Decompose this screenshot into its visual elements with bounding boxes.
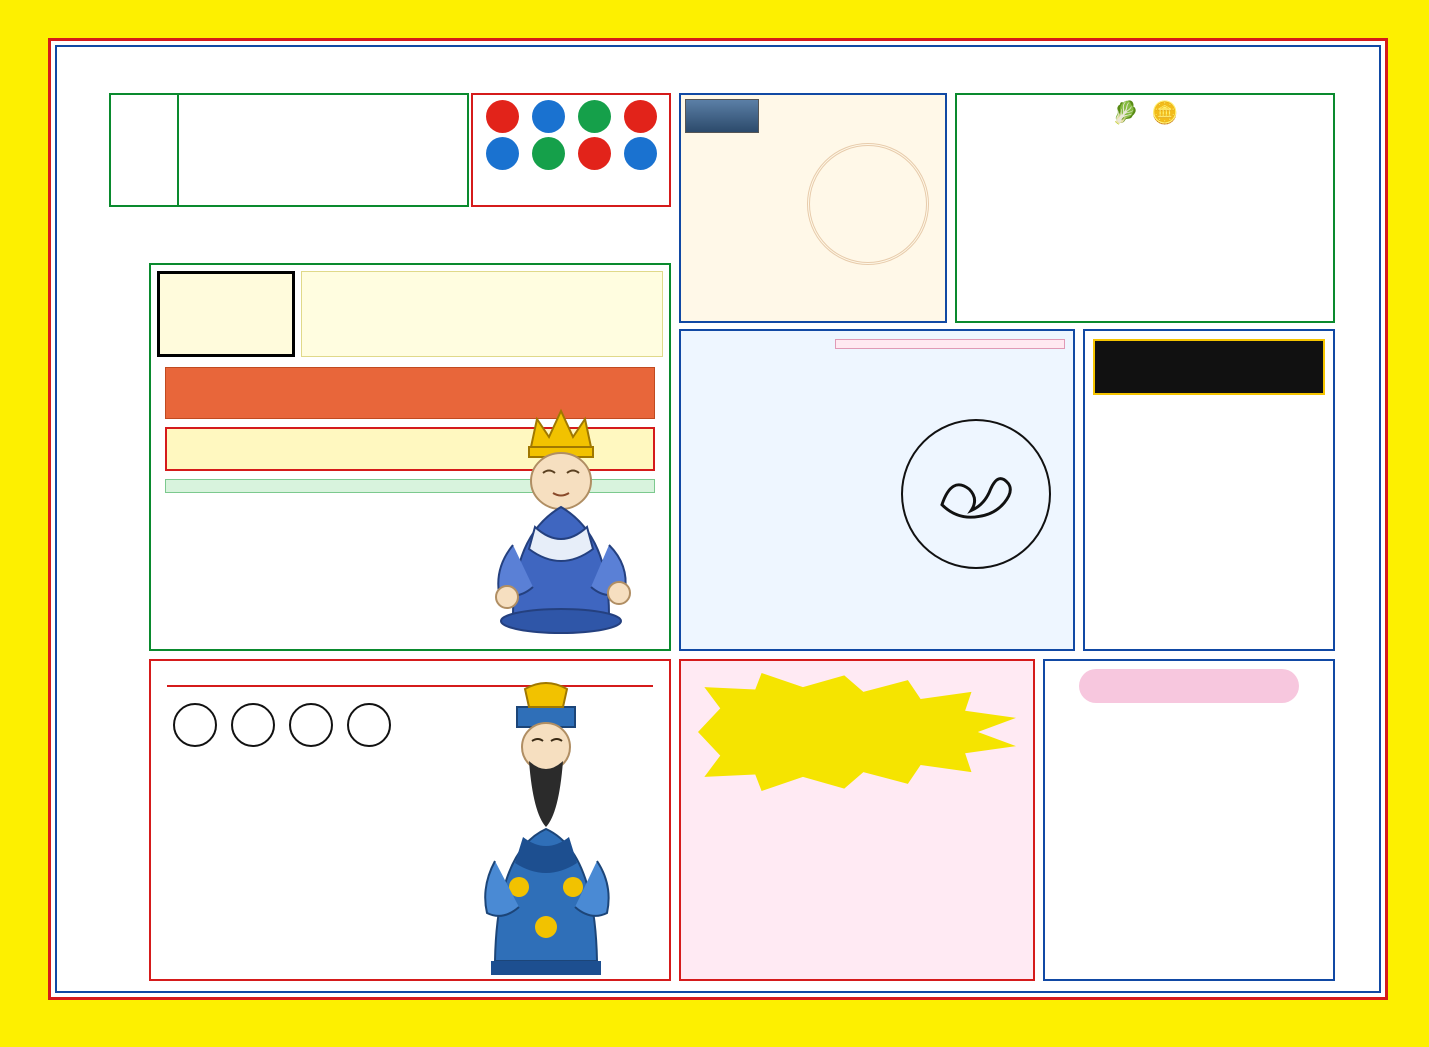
zodiac-panel-label — [111, 95, 179, 205]
marksix-ribbon-left — [59, 85, 93, 951]
xuanji-code-box — [835, 339, 1065, 349]
zodiac-poem-lines — [179, 95, 467, 205]
dream-ball — [347, 703, 391, 747]
zodiac-poem-panel — [109, 93, 469, 207]
lottery-ball — [486, 100, 519, 133]
lottery-ball — [578, 100, 611, 133]
toumi-footer — [681, 809, 1033, 825]
xuanji-poem — [691, 397, 906, 587]
god-of-wealth-illustration — [473, 385, 663, 645]
baoliao-row-1 — [479, 100, 663, 133]
story-subtitle — [1045, 703, 1333, 715]
lottery-ball — [532, 137, 565, 170]
lottery-ball — [578, 137, 611, 170]
dream-code-panel — [149, 659, 671, 981]
baoliao-row-2 — [479, 137, 663, 170]
baxian-panel — [955, 93, 1335, 323]
xuanji-panel — [679, 329, 1075, 651]
toucode-top — [151, 265, 669, 357]
toumi-title — [698, 673, 1016, 791]
lottery-ball — [624, 137, 657, 170]
story-panel — [1043, 659, 1335, 981]
immortal-illustration — [439, 661, 669, 979]
marksix-ribbon-right — [1343, 85, 1377, 951]
baoliao-panel — [471, 93, 671, 207]
vegetable-icon: 🥬 — [1111, 101, 1139, 126]
lottery-ball — [624, 100, 657, 133]
news-notice-panel — [679, 93, 947, 323]
lottery-ball — [532, 100, 565, 133]
starburst-banner — [698, 673, 1016, 791]
page-title — [571, 45, 881, 85]
story-header — [1079, 669, 1299, 703]
baxian-immortal-list — [957, 128, 1333, 136]
toumi-lines — [681, 791, 1033, 809]
dream-ball — [289, 703, 333, 747]
baoliao-balls — [473, 98, 669, 172]
coin-icon: 🪙 — [1151, 101, 1179, 126]
toumi-panel — [679, 659, 1035, 981]
shengxiao-panel — [1083, 329, 1335, 651]
dream-ball — [231, 703, 275, 747]
toucode-panel — [149, 263, 671, 651]
scribble-circle — [901, 419, 1051, 569]
story-body — [1045, 715, 1333, 728]
shengxiao-header — [1093, 339, 1325, 395]
dream-ball — [173, 703, 217, 747]
toucode-badge — [157, 271, 295, 357]
lottery-ball — [486, 137, 519, 170]
news-text — [685, 99, 941, 317]
baxian-header — [957, 95, 1333, 128]
newspaper-sheet — [48, 38, 1388, 1000]
toucode-verse — [301, 271, 663, 357]
shengxiao-poem — [1085, 403, 1333, 419]
